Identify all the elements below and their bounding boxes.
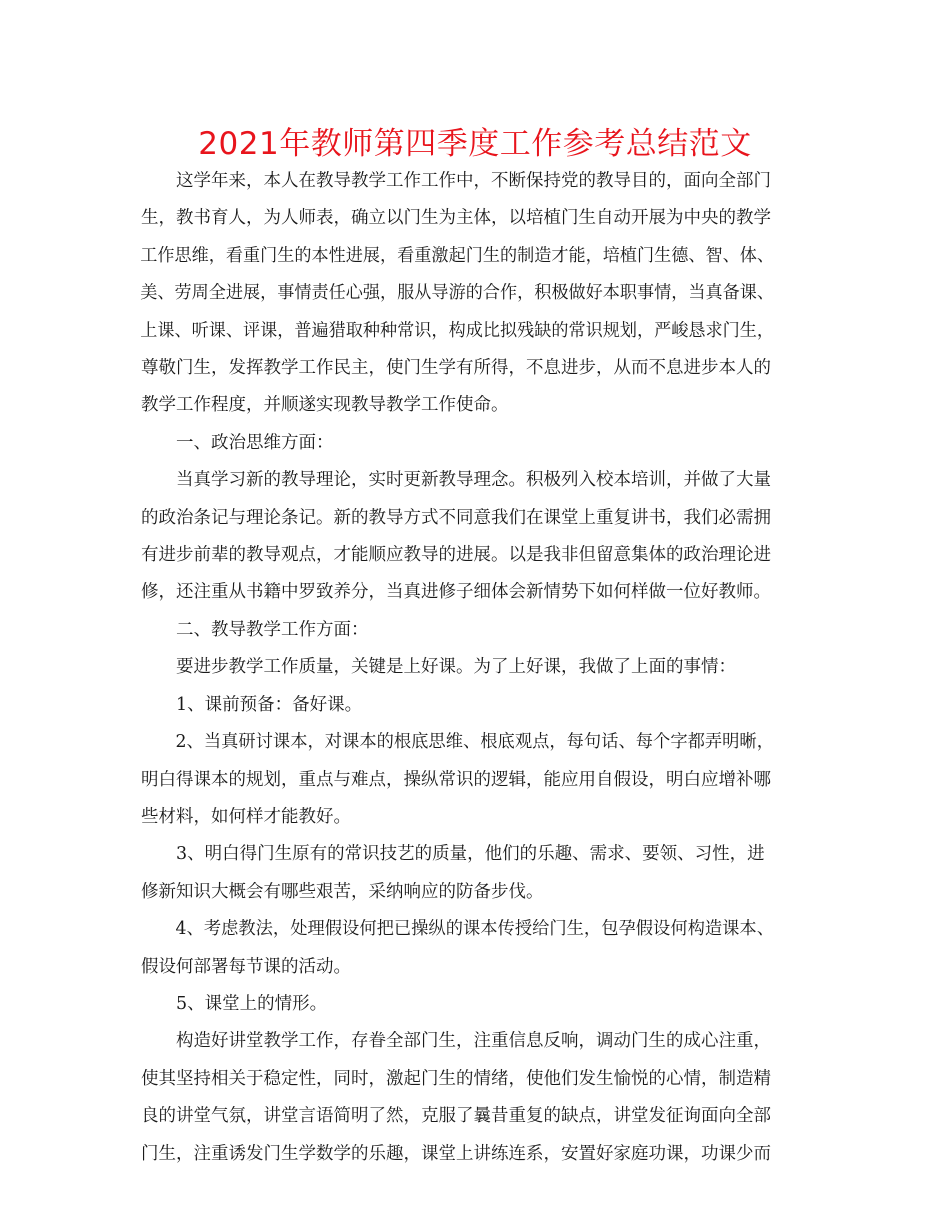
paragraph <box>141 687 809 724</box>
text-line: 二、教导教学工作方面： <box>176 619 369 640</box>
text-line: 这学年来，本人在教导教学工作工作中，不断保持党的教导目的，面向全部门 <box>176 171 771 191</box>
text-line: 尊敬门生，发挥教学工作民主，使门生学有所得，不息进步，从而不息进步本人的 <box>141 358 771 379</box>
text-line: 修，还注重从书籍中罗致养分，当真进修子细体会新情势下如何样做一位好教师。 <box>141 582 771 603</box>
text-line: 美、劳周全进展，事情责任心强，服从导游的合作，积极做好本职事情，当真备课、 <box>140 283 774 304</box>
text-line: 假设何部署每节课的活动。 <box>141 956 351 977</box>
paragraph <box>141 836 809 911</box>
text-line: 要进步教学工作质量，关键是上好课。为了上好课，我做了上面的事情： <box>176 657 736 678</box>
text-line: 教学工作程度，并顺遂实现教导教学工作使命。 <box>141 395 509 416</box>
document-title: 2021年教师第四季度工作参考总结范文 <box>198 126 752 162</box>
text-line: 门生，注重诱发门生学数学的乐趣，课堂上讲练连系，安置好家庭功课，功课少而 <box>141 1143 771 1164</box>
paragraph <box>141 425 809 462</box>
paragraph <box>141 724 809 836</box>
text-line: 4、考虑教法，处理假设何把已操纵的课本传授给门生，包孕假设何构造课本、 <box>175 919 774 940</box>
text-line: 3、明白得门生原有的常识技艺的质量，他们的乐趣、需求、要领、习性，进 <box>176 844 765 865</box>
paragraph <box>141 163 809 425</box>
text-line: 有进步前辈的教导观点，才能顺应教导的进展。以是我非但留意集体的政治理论进 <box>141 545 771 566</box>
text-line: 使其坚持相关于稳定性，同时，激起门生的情绪，使他们发生愉悦的心情，制造精 <box>141 1068 771 1089</box>
paragraph <box>141 911 809 986</box>
text-line: 当真学习新的教导理论，实时更新教导理念。积极列入校本培训，并做了大量 <box>176 470 771 491</box>
paragraph <box>141 612 809 649</box>
paragraph <box>141 462 809 612</box>
text-line: 构造好讲堂教学工作，存眷全部门生，注重信息反响，调动门生的成心注重， <box>176 1031 771 1052</box>
text-line: 的政治条记与理论条记。新的教导方式不同意我们在课堂上重复讲书，我们必需拥 <box>141 507 771 528</box>
text-line: 修新知识大概会有哪些艰苦，采纳响应的防备步伐。 <box>141 881 544 902</box>
text-line: 5、课堂上的情形。 <box>176 993 328 1014</box>
text-line: 2、当真研讨课本，对课本的根底思维、根底观点，每句话、每个字都弄明晰， <box>175 732 774 753</box>
text-line: 明白得课本的规划，重点与难点，操纵常识的逻辑，能应用自假设，明白应增补哪 <box>141 769 771 790</box>
text-line: 些材料，如何样才能教好。 <box>141 806 351 827</box>
text-line: 1、课前预备：备好课。 <box>176 694 363 715</box>
text-line: 工作思维，看重门生的本性进展，看重激起门生的制造才能，培植门生德、智、体、 <box>140 245 774 266</box>
paragraph <box>141 986 809 1023</box>
text-line: 一、政治思维方面： <box>176 432 334 453</box>
text-line: 上课、听课、评课，普遍猎取种种常识，构成比拟残缺的常识规划，严峻恳求门生， <box>140 320 774 341</box>
text-line: 良的讲堂气氛，讲堂言语简明了然，克服了曩昔重复的缺点，讲堂发征询面向全部 <box>141 1106 771 1127</box>
paragraph <box>141 649 809 686</box>
paragraph <box>141 1023 809 1173</box>
text-line: 生，教书育人，为人师表，确立以门生为主体，以培植门生自动开展为中央的教学 <box>141 208 771 229</box>
document-body <box>141 163 809 1173</box>
